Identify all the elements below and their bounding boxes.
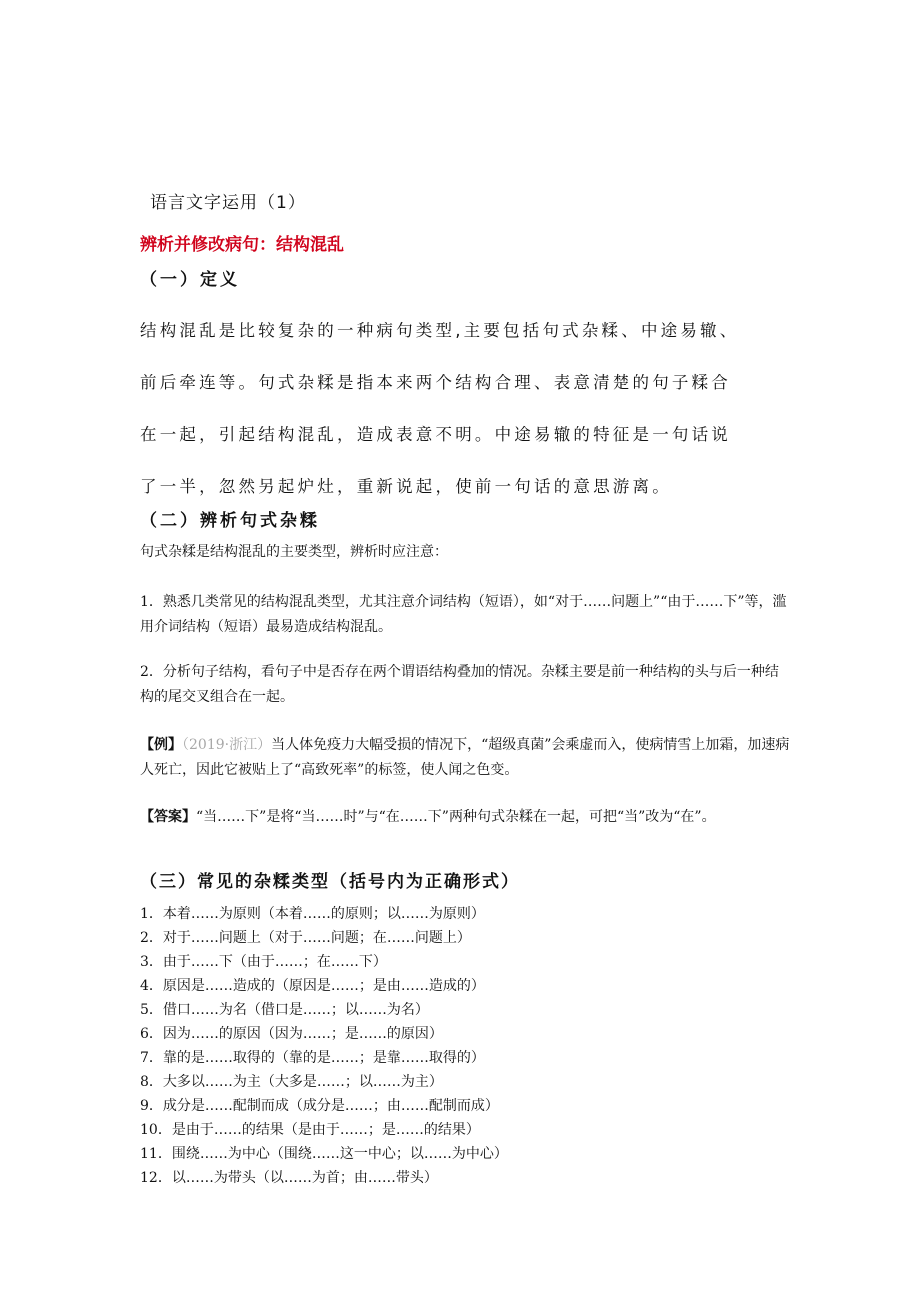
example-source: （2019·浙江）: [182, 737, 272, 753]
list-item: 2．对于……问题上（对于……问题；在……问题上）: [140, 930, 471, 946]
list-item: 1．本着……为原则（本着……的原则；以……为原则）: [140, 906, 485, 922]
list-item: 7．靠的是……取得的（靠的是……；是靠……取得的）: [140, 1050, 485, 1066]
list-item: 6．因为……的原因（因为……；是……的原因）: [140, 1026, 443, 1042]
example-label: 【例】: [140, 737, 182, 753]
example-block: [140, 733, 790, 783]
definition-paragraph: [140, 305, 780, 513]
example-text: 当人体免疫力大幅受损的情况下，“超级真菌”会乘虚而入，使病情雪上加霜，加速病人死亡，因此它被贴上了“高致死率”的标签，使人闻之色变。: [140, 737, 790, 778]
definition-line: 在一起，引起结构混乱，造成表意不明。中途易辙的特征是一句话说: [140, 425, 731, 444]
definition-line: 结构混乱是比较复杂的一种病句类型,主要包括句式杂糅、中途易辙、: [140, 321, 740, 340]
section1-heading: （一）定义: [140, 270, 240, 290]
mixup-types-list: [140, 902, 508, 1190]
answer-block: [140, 805, 790, 830]
section3-heading: （三）常见的杂糅类型（括号内为正确形式）: [140, 872, 520, 892]
definition-line: 前后牵连等。句式杂糅是指本来两个结构合理、表意清楚的句子糅合: [140, 373, 731, 392]
page-title: 语言文字运用（1）: [150, 193, 306, 213]
answer-text: “当……下”是将“当……时”与“在……下”两种句式杂糅在一起，可把“当”改为“在”。: [196, 809, 716, 825]
point-1: 1．熟悉几类常见的结构混乱类型，尤其注意介词结构（短语），如“对于……问题上”“由于……下”等，滥用介词结构（短语）最易造成结构混乱。: [140, 594, 787, 635]
list-item: 4．原因是……造成的（原因是……；是由……造成的）: [140, 978, 485, 994]
list-item: 11．围绕……为中心（围绕……这一中心；以……为中心）: [140, 1146, 508, 1162]
definition-line: 了一半，忽然另起炉灶，重新说起，使前一句话的意思游离。: [140, 477, 672, 496]
page-subtitle: 辨析并修改病句：结构混乱: [140, 235, 344, 255]
section2-heading: （二）辨析句式杂糅: [140, 511, 320, 531]
section2-intro: 句式杂糅是结构混乱的主要类型，辨析时应注意：: [140, 544, 448, 560]
list-item: 5．借口……为名（借口是……；以……为名）: [140, 1002, 429, 1018]
list-item: 8．大多以……为主（大多是……；以……为主）: [140, 1074, 443, 1090]
list-item: 10．是由于……的结果（是由于……；是……的结果）: [140, 1122, 480, 1138]
answer-label: 【答案】: [140, 809, 196, 825]
list-item: 3．由于……下（由于……；在……下）: [140, 954, 387, 970]
point-2: 2．分析句子结构，看句子中是否存在两个谓语结构叠加的情况。杂糅主要是前一种结构的头与后一种结构的尾交叉组合在一起。: [140, 664, 779, 705]
list-item: 12．以……为带头（以……为首；由……带头）: [140, 1170, 438, 1186]
list-item: 9．成分是……配制而成（成分是……；由……配制而成）: [140, 1098, 499, 1114]
